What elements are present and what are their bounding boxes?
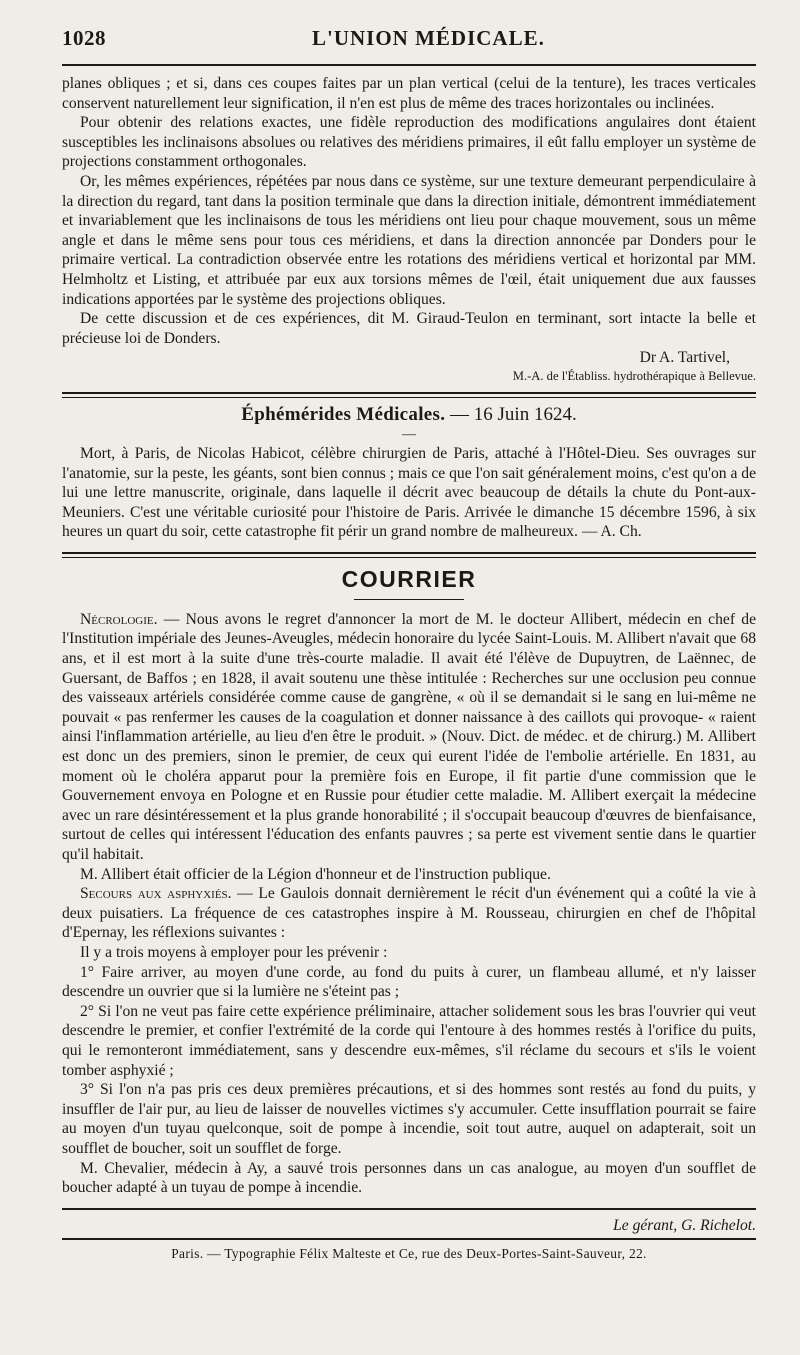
ephemerides-section [62, 404, 756, 542]
courrier-underline [354, 599, 464, 600]
necrology-text: — Nous avons le regret d'annoncer la mort de M. le docteur Allibert, médecin en chef de l'Institution impériale des Jeunes-Aveugles, médecin honoraire du lycée Saint-Louis. M. Allibert n'avait que 68 ans, et il est mort à la suite d'une très-courte maladie. Il avait été l'élève de Dupuytren, de Laënnec, de Guersant, de Baffos ; en 1828, il avait soutenu une thèse intitulée : Recherches sur une occlusion peu connue des vaisseaux artériels considérée comme cause de gangrène, « où il se demandait si le sang en lui-même ne pouvait « pas renfermer les causes de la coagulation et donner naissance à des caillots qui provoque- « raient ainsi l'inflammation artérielle, au lieu d'en être le produit. » (Nouv. Dict. de médec. et de chirurg.) M. Allibert est donc un des premiers, sinon le premier, de ceux qui eurent l'idée de l'embolie artérielle. En 1831, au moment où le choléra apparut pour la première fois en Europe, il fit partie d'une commission que le Gouvernement envoya en Pologne et en Russie pour étudier cette maladie. M. Allibert exerçait la médecine avec un rare désintéressement et la plus grande honorabilité ; il s'occupait beaucoup d'œuvres de bienfaisance, surtout de celles qui intéressent l'éducation des enfants pauvres ; sa perte est vivement sentie dans le quartier qu'il habitait. [62, 610, 756, 863]
secours-intro: Il y a trois moyens à employer pour les prévenir : [80, 943, 388, 961]
paragraph-4: De cette discussion et de ces expériences, dit M. Giraud-Teulon en terminant, sort intacte la belle et précieuse loi de Donders. [62, 310, 756, 347]
author-signature: Dr A. Tartivel, [639, 349, 730, 367]
paragraph-3: Or, les mêmes expériences, répétées par nous dans ce système, sur une texture demeurant perpendiculaire à la direction du regard, tant dans la position terminale que dans la direction initiale, démontrent immédiatement et invariablement que les inclinaisons de tous les méridiens ont lieu pour chaque mouvement, sous un même angle et dans le même sens pour tous ces méridiens, et dans la direction annoncée par Donders pour le primaire vertical. La contradiction observée entre les rotations des méridiens vertical et horizontal par MM. Helmholtz et Listing, et attribuée par eux aux torsions mêmes de l'œil, était uniquement due aux fausses indications apportées par le système des projections obliques. [62, 172, 756, 308]
closing-paragraph: M. Chevalier, médecin à Ay, a sauvé trois personnes dans un cas analogue, au moyen d'un soufflet de boucher adapté à un tuyau de pompe à incendie. [62, 1159, 756, 1197]
ephemerides-dash: — [402, 426, 416, 442]
secours-text: — Le Gaulois donnait dernièrement le récit d'un événement qui a coûté la vie à deux puisatiers. La fréquence de ces catastrophes inspire à M. Rousseau, chirurgien en chef de l'hôpital d'Epernay, les réflexions suivantes : [62, 885, 757, 942]
author-affiliation: M.-A. de l'Établiss. hydrothérapique à Bellevue. [512, 368, 756, 383]
secours-paragraph [62, 884, 756, 943]
section-divider [62, 552, 756, 558]
section-divider [62, 392, 756, 398]
printer-footer: Paris. — Typographie Félix Malteste et Ce, rue des Deux-Portes-Saint-Sauveur, 22. [171, 1245, 647, 1261]
journal-title: L'UNION MÉDICALE. [312, 26, 545, 50]
ephemerides-text: Mort, à Paris, de Nicolas Habicot, célèbre chirurgien de Paris, attaché à l'Hôtel-Dieu. Ses ouvrages sur l'anatomie, sur la peste, les géants, sont bien connus ; mais ce que l'on sait généralement moins, c'est qu'on a de lui une lettre manuscrite, originale, dans laquelle il décrit avec beaucoup de détails la chute du Pont-aux-Meuniers. C'est une véritable curiosité pour l'histoire de Paris. Arrivée le dimanche 15 décembre 1596, à six heures un quart du soir, cette catastrophe fit périr un grand nombre de malheureux. — A. Ch. [62, 444, 756, 541]
necrology-label: Nécrologie. [80, 610, 158, 628]
secours-point-1: 1° Faire arriver, au moyen d'une corde, au fond du puits à curer, un flambeau allumé, et n'y laisser descendre un ouvrier que si la lumière ne s'éteint pas ; [62, 963, 756, 1001]
gerant-signature [62, 1210, 756, 1238]
ephemerides-heading [62, 404, 756, 426]
necrology-paragraph-2: M. Allibert était officier de la Légion d'honneur et de l'instruction publique. [80, 865, 551, 883]
courrier-title: COURRIER [341, 565, 477, 592]
paragraph-1: planes obliques ; et si, dans ces coupes faites par un plan vertical (celui de la tenture), les traces verticales conservent naturellement leur signification, il n'en est plus de même des traces horizontales ou inclinées. [62, 75, 756, 112]
secours-label: Secours aux asphyxiés. [80, 885, 232, 903]
ephemerides-date: — 16 Juin 1624. [450, 403, 577, 425]
page-header [62, 26, 756, 64]
secours-point-2: 2° Si l'on ne veut pas faire cette expérience préliminaire, attacher solidement sous les bras l'ouvrier qui veut descendre le premier, et confier l'extrémité de la corde qui l'entoure à des hommes restés à l'orifice du puits, qui le remonteront immédiatement, sans y descendre eux-mêmes, s'il réclame du secours et s'ils le voient tomber asphyxié ; [62, 1002, 756, 1079]
necrology-paragraph [62, 610, 756, 865]
courrier-section [62, 566, 756, 1198]
page-number: 1028 [62, 26, 106, 50]
paragraph-2: Pour obtenir des relations exactes, une fidèle reproduction des modifications angulaires dont étaient susceptibles les inclinaisons absolues ou relatives des méridiens primaires, il eût fallu employer un système de projections constamment orthogonales. [62, 114, 756, 171]
footer-rule [62, 1238, 756, 1240]
secours-point-3: 3° Si l'on n'a pas pris ces deux premières précautions, et si des hommes sont restés au fond du puits, y insuffler de l'air pur, au lieu de laisser de nouvelles victimes s'y accumuler. Cette insufflation pourrait se faire au moyen d'un tuyau quelconque, soit de pompe à incendie, soit tout autre, auquel on adapterait, soit un soufflet de boucher, soit un soufflet de forge. [62, 1081, 756, 1157]
ephemerides-title: Éphémérides Médicales. [241, 403, 446, 425]
gerant-text: Le gérant, G. Richelot. [613, 1216, 756, 1234]
header-rule [62, 64, 756, 66]
article-continuation [62, 74, 756, 384]
